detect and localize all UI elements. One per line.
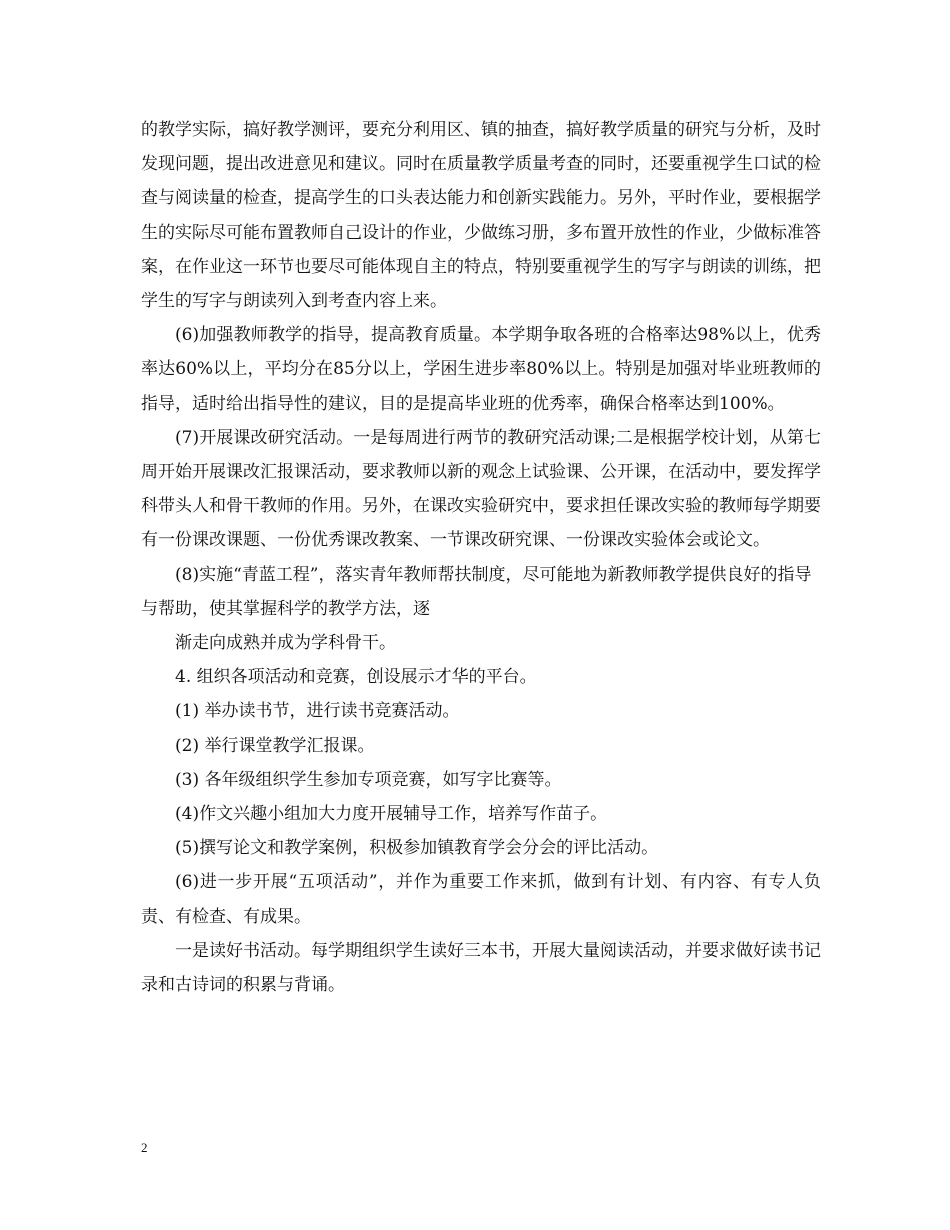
- paragraph-item-7-curriculum-reform: (7)开展课改研究活动。一是每周进行两节的教研究活动课;二是根据学校计划，从第七周开始开展课改汇报课活动，要求教师以新的观念上试验课、公开课，在活动中，要发挥学科带头人和骨干教师的作用。另外，在课改实验研究中，要求担任课改实验的教师每学期要有一份课改课题、一份优秀课改教案、一节课改研究课、一份课改实验体会或论文。: [141, 427, 821, 551]
- list-item-report-lessons: (2) 举行课堂教学汇报课。: [175, 735, 375, 756]
- list-item-reading-festival: (1) 举办读书节，进行读书竞赛活动。: [175, 701, 460, 722]
- list-item-five-activities: (6)进一步开展“五项活动”，并作为重要工作来抓，做到有计划、有内容、有专人负责、有检查、有成果。: [141, 872, 821, 927]
- paragraph-item-8-continuation: 渐走向成熟并成为学科骨干。: [175, 633, 396, 654]
- section-heading-activities: 4. 组织各项活动和竞赛，创设展示才华的平台。: [175, 667, 537, 688]
- paragraph-reading-activity: 一是读好书活动。每学期组织学生读好三本书，开展大量阅读活动，并要求做好读书记录和古诗词的积累与背诵。: [141, 940, 821, 996]
- paragraph-evaluation-continuation: 的教学实际，搞好教学测评，要充分利用区、镇的抽查，搞好教学质量的研究与分析，及时发现问题，提出改进意见和建议。同时在质量教学质量考查的同时，还要重视学生口试的检查与阅读量的检查，提高学生的口头表达能力和创新实践能力。另外，平时作业，要根据学生的实际尽可能布置教师自己设计的作业，少做练习册，多布置开放性的作业，少做标准答案，在作业这一环节也要尽可能体现自主的特点，特别要重视学生的写字与朗读的训练，把学生的写字与朗读列入到考查内容上来。: [141, 120, 821, 312]
- list-item-competitions: (3) 各年级组织学生参加专项竞赛，如写字比赛等。: [175, 769, 562, 790]
- paragraph-item-6-teaching-guidance: (6)加强教师教学的指导，提高教育质量。本学期争取各班的合格率达98%以上，优秀率达60%以上，平均分在85分以上，学困生进步率80%以上。特别是加强对毕业班教师的指导，适时给出指导性的建议，目的是提高毕业班的优秀率，确保合格率达到100%。: [141, 325, 821, 414]
- paragraph-item-8-qinglan-project: (8)实施“青蓝工程”，落实青年教师帮扶制度，尽可能地为新教师教学提供良好的指导与帮助，使其掌握科学的教学方法，逐: [141, 564, 812, 619]
- list-item-papers-cases: (5)撰写论文和教学案例，积极参加镇教育学会分会的评比活动。: [175, 838, 659, 859]
- document-body: [141, 113, 821, 1002]
- list-item-writing-group: (4)作文兴趣小组加大力度开展辅导工作，培养写作苗子。: [175, 804, 608, 825]
- page-number: 2: [141, 1140, 148, 1155]
